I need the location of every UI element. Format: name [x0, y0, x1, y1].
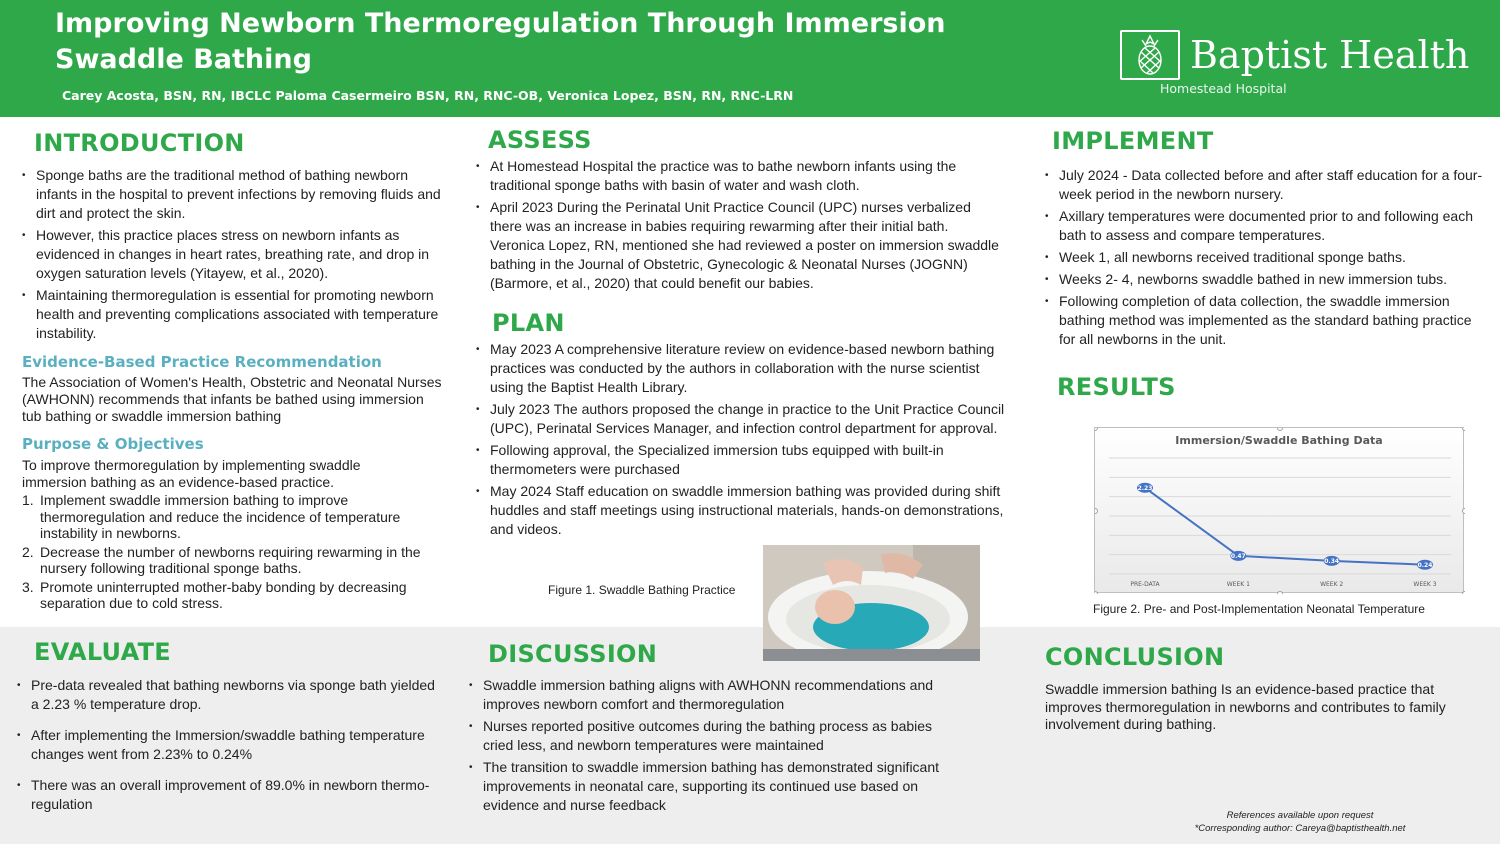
- data-label: 2.23: [1137, 484, 1153, 492]
- corresponding-author: *Corresponding author: Careya@baptisthealth.net: [1194, 823, 1406, 834]
- list-item: • Following completion of data collection, the swaddle immersion bathing method was implemented as the standard bathing practice for all newborns in the unit.: [1043, 292, 1483, 349]
- references-text: References available upon request: [1226, 810, 1374, 821]
- chart-plot: [1095, 428, 1465, 594]
- conclusion-text: Swaddle immersion bathing Is an evidence-based practice that improves thermoregulation in newborns and contributes to family involvement during bathing.: [1045, 681, 1446, 732]
- data-label: 0.34: [1324, 558, 1340, 566]
- list-item: • Nurses reported positive outcomes during the bathing process as babies cried less, and newborn temperatures were maintained: [467, 717, 942, 755]
- item-number: 1.: [22, 492, 34, 508]
- references-note: [1150, 809, 1450, 835]
- x-tick-label: WEEK 1: [1226, 581, 1250, 588]
- chart-title: Immersion/Swaddle Bathing Data: [1175, 434, 1383, 447]
- introduction-heading: INTRODUCTION: [34, 129, 245, 157]
- item-text: Decrease the number of newborns requiring rewarming in the nursery following traditional sponge baths.: [40, 543, 421, 576]
- hospital-name: Homestead Hospital: [1160, 81, 1287, 96]
- frame-handle: [1463, 592, 1466, 595]
- discussion-list: [467, 676, 942, 818]
- figure-1-caption: Figure 1. Swaddle Bathing Practice: [548, 583, 736, 597]
- list-item: • April 2023 During the Perinatal Unit Practice Council (UPC) nurses verbalized there was an increase in babies requiring rewarming after their initial bath. Veronica Lopez, RN, mentioned she had reviewed a poster on immersion swaddle bathing in the Journal of Obstetric, Gynecologic & Neonatal Nurses (JOGNN) (Barmore, et al., 2020) that could benefit our babies.: [474, 198, 1004, 293]
- list-item: • Week 1, all newborns received traditional sponge baths.: [1043, 248, 1483, 267]
- list-item: • There was an overall improvement of 89.0% in newborn thermo-regulation: [15, 776, 435, 814]
- item-number: 3.: [22, 578, 34, 595]
- list-item: • Maintaining thermoregulation is essential for promoting newborn health and preventing complications associated with temperature instability.: [20, 286, 450, 343]
- ebp-text: The Association of Women's Health, Obstetric and Neonatal Nurses (AWHONN) recommends that infants be bathed using immersion tub bathing or swaddle immersion bathing: [22, 374, 442, 424]
- ebp-heading: Evidence-Based Practice Recommendation: [22, 353, 382, 371]
- list-item: [22, 544, 447, 577]
- list-item: • Following approval, the Specialized immersion tubs equipped with built-in thermometers were purchased: [474, 441, 1014, 479]
- figure-2-caption: Figure 2. Pre- and Post-Implementation Neonatal Temperature: [1093, 602, 1425, 616]
- discussion-heading: DISCUSSION: [488, 640, 658, 668]
- frame-handle: [1095, 592, 1098, 595]
- frame-handle: [1278, 592, 1283, 595]
- assess-list: [474, 157, 1004, 296]
- list-item: • Sponge baths are the traditional method of bathing newborn infants in the hospital to prevent infections by removing fluids and dirt and protect the skin.: [20, 166, 450, 223]
- pineapple-icon: [1120, 30, 1180, 80]
- item-text: Implement swaddle immersion bathing to improve thermoregulation and reduce the incidence of temperature instability in newborns.: [40, 492, 401, 541]
- frame-handle: [1095, 509, 1098, 514]
- frame-handle: [1463, 428, 1466, 431]
- list-item: • Weeks 2- 4, newborns swaddle bathed in new immersion tubs.: [1043, 270, 1483, 289]
- frame-handle: [1278, 428, 1283, 431]
- list-item: • Swaddle immersion bathing aligns with AWHONN recommendations and improves newborn comfort and thermoregulation: [467, 676, 942, 714]
- implement-heading: IMPLEMENT: [1052, 127, 1214, 155]
- implement-list: [1043, 166, 1483, 352]
- swaddle-bath-photo: [763, 545, 980, 661]
- list-item: • May 2024 Staff education on swaddle immersion bathing was provided during shift huddles and staff meetings using instructional materials, hands-on demonstrations, and videos.: [474, 482, 1014, 539]
- list-item: • July 2023 The authors proposed the change in practice to the Unit Practice Council (UPC), Perinatal Services Manager, and infection control department for approval.: [474, 400, 1014, 438]
- x-tick-label: WEEK 3: [1413, 581, 1437, 588]
- conclusion-heading: CONCLUSION: [1045, 643, 1225, 671]
- logo-text: Baptist Health: [1190, 33, 1470, 77]
- purpose-heading: Purpose & Objectives: [22, 435, 204, 453]
- list-item: • Pre-data revealed that bathing newborns via sponge bath yielded a 2.23 % temperature drop.: [15, 676, 435, 714]
- introduction-list: [20, 166, 450, 346]
- temperature-chart: [1094, 427, 1464, 593]
- evaluate-heading: EVALUATE: [34, 638, 171, 666]
- frame-handle: [1463, 509, 1466, 514]
- series-line: [1145, 488, 1425, 565]
- list-item: [22, 492, 447, 542]
- assess-heading: ASSESS: [488, 126, 592, 154]
- data-label: 0.24: [1417, 561, 1433, 569]
- frame-handle: [1095, 428, 1098, 431]
- list-item: • After implementing the Immersion/swaddle bathing temperature changes went from 2.23% to 0.24%: [15, 726, 435, 764]
- poster-authors: Carey Acosta, BSN, RN, IBCLC Paloma Casermeiro BSN, RN, RNC-OB, Veronica Lopez, BSN, RN, RNC-LRN: [62, 88, 794, 103]
- results-heading: RESULTS: [1057, 373, 1176, 401]
- list-item: • May 2023 A comprehensive literature review on evidence-based newborn bathing practices was conducted by the authors in collaboration with the nurse scientist using the Baptist Health Library.: [474, 340, 1014, 397]
- x-tick-label: WEEK 2: [1320, 581, 1344, 588]
- list-item: • July 2024 - Data collected before and after staff education for a four-week period in the newborn nursery.: [1043, 166, 1483, 204]
- poster-title: Improving Newborn Thermoregulation Through Immersion Swaddle Bathing: [55, 8, 946, 75]
- x-tick-label: PRE-DATA: [1130, 581, 1160, 588]
- list-item: [22, 579, 447, 612]
- poster-header: [0, 0, 1500, 117]
- data-label: 0.47: [1230, 553, 1246, 561]
- list-item: • Axillary temperatures were documented prior to and following each bath to assess and compare temperatures.: [1043, 207, 1483, 245]
- purpose-text: To improve thermoregulation by implementing swaddle immersion bathing as an evidence-based practice.: [22, 457, 361, 490]
- item-text: Promote uninterrupted mother-baby bonding by decreasing separation due to cold stress.: [40, 578, 407, 611]
- plan-heading: PLAN: [492, 309, 565, 337]
- list-item: • The transition to swaddle immersion bathing has demonstrated significant improvements in neonatal care, supporting its continued use based on evidence and nurse feedback: [467, 758, 942, 815]
- list-item: • However, this practice places stress on newborn infants as evidenced in changes in heart rates, breathing rate, and drop in oxygen saturation levels (Yitayew, et al., 2020).: [20, 226, 450, 283]
- item-number: 2.: [22, 543, 34, 560]
- baptist-health-logo: [1118, 30, 1478, 100]
- objectives-list: [22, 492, 447, 614]
- list-item: • At Homestead Hospital the practice was to bathe newborn infants using the traditional sponge baths with basin of water and wash cloth.: [474, 157, 1004, 195]
- evaluate-list: [15, 676, 435, 826]
- plan-list: [474, 340, 1014, 542]
